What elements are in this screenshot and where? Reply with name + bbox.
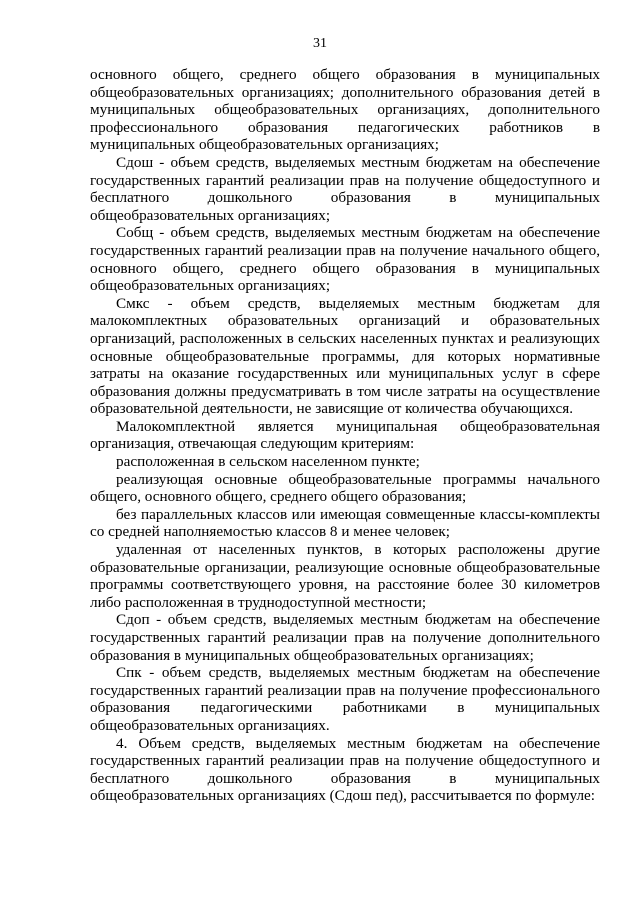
criterion-programs: реализующая основные общеобразовательные программы начального общего, основного общего, среднего общего образования; [90,470,600,506]
document-body [90,66,600,805]
criterion-rural: расположенная в сельском населенном пункте; [116,453,420,471]
page-number: 31 [313,36,327,51]
paragraph-small-school-definition: Малокомплектной является муниципальная общеобразовательная организация, отвечающая следующим критериям: [90,417,600,453]
paragraph-spk-definition: Спк - объем средств, выделяемых местным бюджетам на обеспечение государственных гарантий реализации прав на получение профессионального образования педагогическими работниками в муниципальных общеобразовательных организациях. [90,664,600,734]
paragraph-continuation: основного общего, среднего общего образования в муниципальных общеобразовательных организациях; дополнительного образования детей в муниципальных общеобразовательных организациях, дополнительного профессионального образования педагогических работников в муниципальных общеобразовательных организациях; [90,66,600,154]
criterion-classes: без параллельных классов или имеющая совмещенные классы-комплекты со средней наполняемостью классов 8 и менее человек; [90,505,600,541]
paragraph-smks-definition: Смкс - объем средств, выделяемых местным бюджетам для малокомплектных образовательных организаций и образовательных организаций, расположенных в сельских населенных пунктах и реализующих основные общеобразовательные программы, для которых нормативные затраты на оказание государственных или муниципальных услуг в сфере образования должны предусматривать в том числе затраты на осуществление образовательной деятельности, не зависящие от количества обучающихся. [90,294,600,418]
paragraph-sdop-definition: Сдоп - объем средств, выделяемых местным бюджетам на обеспечение государственных гарантий реализации прав на получение дополнительного образования в муниципальных общеобразовательных организациях; [90,611,600,664]
paragraph-sobsch-definition: Собщ - объем средств, выделяемых местным бюджетам на обеспечение государственных гарантий реализации прав на получение начального общего, основного общего, среднего общего образования в муниципальных общеобразовательных организациях; [90,224,600,295]
criterion-remote: удаленная от населенных пунктов, в которых расположены другие образовательные организации, реализующие основные общеобразовательные программы соответствующего уровня, на расстояние более 30 километров либо расположенная в труднодоступной местности; [90,541,600,611]
paragraph-item-4: 4. Объем средств, выделяемых местным бюджетам на обеспечение государственных гарантий реализации прав на получение общедоступного и бесплатного дошкольного образования в муниципальных общеобразовательных организациях (Сдош пед), рассчитывается по формуле: [90,734,600,805]
paragraph-sdosh-definition: Сдош - объем средств, выделяемых местным бюджетам на обеспечение государственных гарантий реализации прав на получение общедоступного и бесплатного дошкольного образования в муниципальных общеобразовательных организациях; [90,153,600,224]
